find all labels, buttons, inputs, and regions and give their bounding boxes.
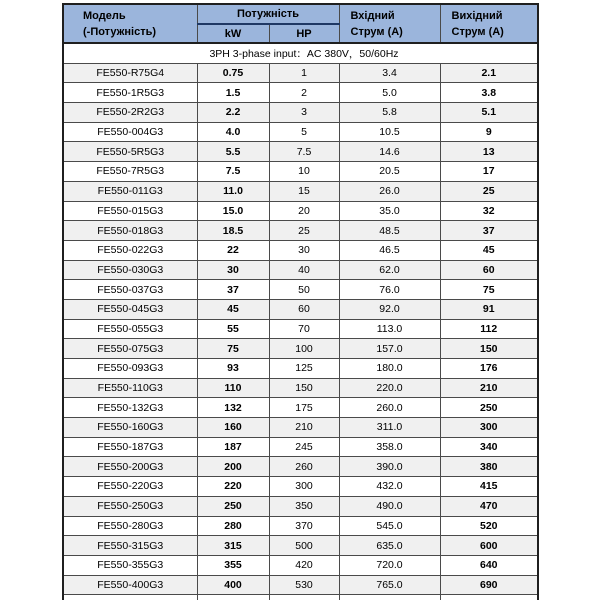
cell-model: FE550-011G3 [63, 181, 197, 201]
header-input-current [339, 4, 440, 43]
cell-model: FE550-2R2G3 [63, 103, 197, 123]
cell-model: FE550-045G3 [63, 299, 197, 319]
cell-output-current: 9 [440, 122, 538, 142]
cell-input-current: 220.0 [339, 378, 440, 398]
cell-input-current: 260.0 [339, 398, 440, 418]
cell-hp: 210 [269, 418, 339, 438]
table-row [63, 516, 538, 536]
phase-input-note: 3PH 3-phase input：AC 380V，50/60Hz [63, 43, 538, 63]
cell-model: FE550-093G3 [63, 359, 197, 379]
table-row [63, 83, 538, 103]
cell-input-current: 5.8 [339, 103, 440, 123]
cell-hp: 10 [269, 162, 339, 182]
cell-hp: 70 [269, 319, 339, 339]
header-input-line1: Вхідний [350, 9, 395, 22]
cell-output-current: 520 [440, 516, 538, 536]
cell-model: FE550-7R5G3 [63, 162, 197, 182]
cell-hp: 500 [269, 536, 339, 556]
cell-model: FE550-037G3 [63, 280, 197, 300]
cell-hp: 50 [269, 280, 339, 300]
cell-hp: 5 [269, 122, 339, 142]
cell-kw: 5.5 [197, 142, 269, 162]
cell-output-current: 17 [440, 162, 538, 182]
cell-output-current: 600 [440, 536, 538, 556]
table-row [63, 299, 538, 319]
cell-hp: 60 [269, 299, 339, 319]
cell-output-current: 45 [440, 240, 538, 260]
cell-kw: 37 [197, 280, 269, 300]
cell-kw: 250 [197, 496, 269, 516]
table-row [63, 378, 538, 398]
cell-hp: 300 [269, 477, 339, 497]
cell-kw: 30 [197, 260, 269, 280]
cell-input-current: 62.0 [339, 260, 440, 280]
cell-hp: 30 [269, 240, 339, 260]
cell-hp: 40 [269, 260, 339, 280]
cell-model: FE550-030G3 [63, 260, 197, 280]
table-row [63, 122, 538, 142]
cell-model: FE550-5R5G3 [63, 142, 197, 162]
cell-output-current: 25 [440, 181, 538, 201]
cell-output-current: 75 [440, 280, 538, 300]
cell-kw: 160 [197, 418, 269, 438]
cell-kw: 110 [197, 378, 269, 398]
cell-kw: 7.5 [197, 162, 269, 182]
table-row [63, 181, 538, 201]
cell-kw: 315 [197, 536, 269, 556]
cell-model: FE550-132G3 [63, 398, 197, 418]
cell-input-current: 545.0 [339, 516, 440, 536]
table-row [63, 477, 538, 497]
cell-kw: 45 [197, 299, 269, 319]
cell-model: FE550-075G3 [63, 339, 197, 359]
cell-input-current: 20.5 [339, 162, 440, 182]
table-row [63, 595, 538, 600]
cell-input-current: 311.0 [339, 418, 440, 438]
cell-model: FE550-015G3 [63, 201, 197, 221]
header-output-current [440, 4, 538, 43]
header-model [63, 4, 197, 43]
cell-model: FE550-018G3 [63, 221, 197, 241]
cell-hp: 530 [269, 575, 339, 595]
cell-output-current: 112 [440, 319, 538, 339]
table-row [63, 496, 538, 516]
cell-kw: 75 [197, 339, 269, 359]
header-power: Потужність [197, 4, 339, 24]
cell-hp: 260 [269, 457, 339, 477]
cell-kw: 55 [197, 319, 269, 339]
cell-output-current: 470 [440, 496, 538, 516]
cell-output-current: 415 [440, 477, 538, 497]
table-row [63, 536, 538, 556]
header-kw: kW [197, 24, 269, 43]
header-output-line2: Струм (A) [451, 25, 504, 38]
table-row [63, 280, 538, 300]
cell-output-current: 300 [440, 418, 538, 438]
cell-input-current: 35.0 [339, 201, 440, 221]
cell-kw: 187 [197, 437, 269, 457]
table-row [63, 319, 538, 339]
cell-input-current: 432.0 [339, 477, 440, 497]
partial-clipped-row [63, 595, 538, 600]
cell-kw: 280 [197, 516, 269, 536]
cell-kw: 1.5 [197, 83, 269, 103]
cell-hp: 175 [269, 398, 339, 418]
cell-output-current: 340 [440, 437, 538, 457]
cell-kw: 200 [197, 457, 269, 477]
header-hp: HP [269, 24, 339, 43]
header-output-line1: Вихідний [451, 9, 503, 22]
cell-output-current: 60 [440, 260, 538, 280]
cell-hp: 2 [269, 83, 339, 103]
table-row [63, 240, 538, 260]
table-row [63, 418, 538, 438]
cell-model: FE550-1R5G3 [63, 83, 197, 103]
cell-model: FE550-R75G4 [63, 63, 197, 83]
cell-input-current: 765.0 [339, 575, 440, 595]
cell-model: FE550-400G3 [63, 575, 197, 595]
cell-kw: 220 [197, 477, 269, 497]
cell-model: FE550-004G3 [63, 122, 197, 142]
cell-model: FE550-187G3 [63, 437, 197, 457]
table-row [63, 457, 538, 477]
cell-output-current: 32 [440, 201, 538, 221]
cell-input-current: 390.0 [339, 457, 440, 477]
spec-table-body [63, 43, 538, 595]
cell-output-current: 250 [440, 398, 538, 418]
cell-model: FE550-055G3 [63, 319, 197, 339]
cell-kw: 400 [197, 575, 269, 595]
cell-output-current: 2.1 [440, 63, 538, 83]
cell-hp: 3 [269, 103, 339, 123]
spec-table-header [63, 4, 538, 43]
cell-model: FE550-280G3 [63, 516, 197, 536]
cell-kw: 2.2 [197, 103, 269, 123]
cell-model: FE550-200G3 [63, 457, 197, 477]
cell-model: FE550-355G3 [63, 555, 197, 575]
cell-kw: 11.0 [197, 181, 269, 201]
cell-output-current: 690 [440, 575, 538, 595]
cell-output-current: 13 [440, 142, 538, 162]
cell-hp: 125 [269, 359, 339, 379]
table-row [63, 63, 538, 83]
cell-input-current: 10.5 [339, 122, 440, 142]
cell-kw: 0.75 [197, 63, 269, 83]
cell-hp: 15 [269, 181, 339, 201]
cell-kw: 4.0 [197, 122, 269, 142]
table-row [63, 398, 538, 418]
cell-model: FE550-160G3 [63, 418, 197, 438]
cell-kw: 15.0 [197, 201, 269, 221]
cell-input-current: 5.0 [339, 83, 440, 103]
phase-input-note-row [63, 43, 538, 63]
table-row [63, 201, 538, 221]
cell-input-current: 180.0 [339, 359, 440, 379]
cell-hp: 150 [269, 378, 339, 398]
spec-table [62, 3, 539, 600]
cell-model: FE550-220G3 [63, 477, 197, 497]
table-row [63, 162, 538, 182]
table-row [63, 437, 538, 457]
cell-kw: 132 [197, 398, 269, 418]
cell-input-current: 46.5 [339, 240, 440, 260]
cell-input-current: 3.4 [339, 63, 440, 83]
cell-hp: 420 [269, 555, 339, 575]
cell-output-current: 210 [440, 378, 538, 398]
cell-output-current: 640 [440, 555, 538, 575]
cell-model: FE550-022G3 [63, 240, 197, 260]
cell-output-current: 3.8 [440, 83, 538, 103]
cell-hp: 7.5 [269, 142, 339, 162]
cell-output-current: 176 [440, 359, 538, 379]
cell-model: FE550-315G3 [63, 536, 197, 556]
cell-hp: 20 [269, 201, 339, 221]
header-input-line2: Струм (A) [350, 25, 403, 38]
cell-input-current: 720.0 [339, 555, 440, 575]
table-row [63, 221, 538, 241]
table-row [63, 575, 538, 595]
cell-kw: 18.5 [197, 221, 269, 241]
cell-output-current: 150 [440, 339, 538, 359]
cell-input-current: 490.0 [339, 496, 440, 516]
table-row [63, 260, 538, 280]
cell-output-current: 380 [440, 457, 538, 477]
cell-input-current: 113.0 [339, 319, 440, 339]
cell-output-current: 5.1 [440, 103, 538, 123]
cell-input-current: 76.0 [339, 280, 440, 300]
cell-model: FE550-250G3 [63, 496, 197, 516]
cell-hp: 25 [269, 221, 339, 241]
cell-input-current: 157.0 [339, 339, 440, 359]
cell-hp: 100 [269, 339, 339, 359]
header-model-line1: Модель [83, 9, 126, 22]
table-row [63, 103, 538, 123]
cell-input-current: 14.6 [339, 142, 440, 162]
table-row [63, 339, 538, 359]
cell-input-current: 635.0 [339, 536, 440, 556]
cell-kw: 355 [197, 555, 269, 575]
cell-hp: 350 [269, 496, 339, 516]
cell-hp: 1 [269, 63, 339, 83]
table-row [63, 142, 538, 162]
cell-input-current: 48.5 [339, 221, 440, 241]
cell-input-current: 92.0 [339, 299, 440, 319]
cell-output-current: 37 [440, 221, 538, 241]
table-row [63, 359, 538, 379]
cell-input-current: 26.0 [339, 181, 440, 201]
cell-kw: 93 [197, 359, 269, 379]
cell-input-current: 358.0 [339, 437, 440, 457]
cell-model: FE550-110G3 [63, 378, 197, 398]
cell-output-current: 91 [440, 299, 538, 319]
cell-kw: 22 [197, 240, 269, 260]
header-model-line2: (-Потужність) [83, 25, 157, 38]
cell-hp: 370 [269, 516, 339, 536]
cell-hp: 245 [269, 437, 339, 457]
table-row [63, 555, 538, 575]
